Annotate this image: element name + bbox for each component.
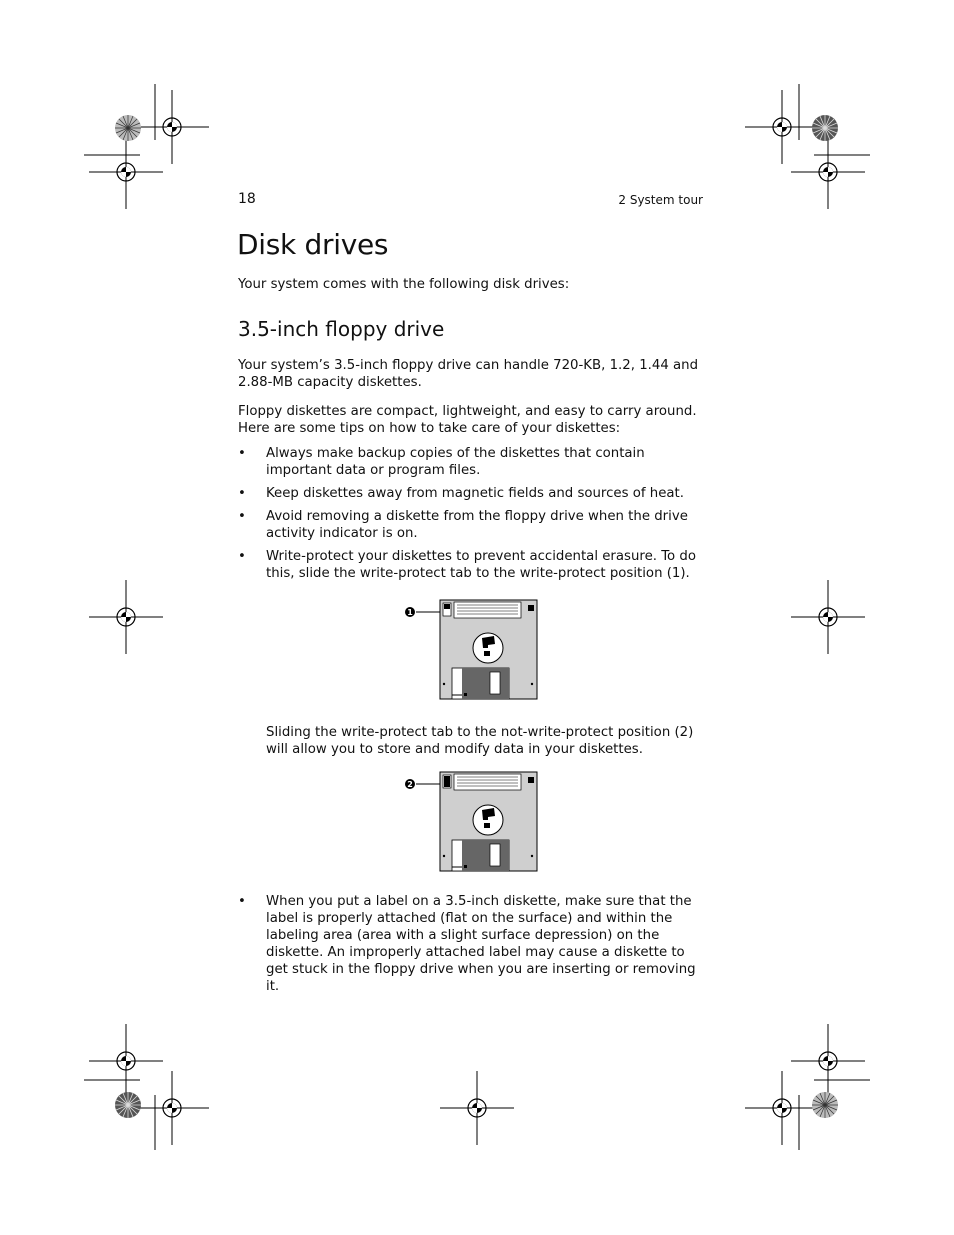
running-header: 2 System tour <box>618 193 703 207</box>
bullet-glyph: • <box>238 486 246 501</box>
list-item: • Write-protect your diskettes to prevent accidental erasure. To do this, slide the write-protect tab to the write-protect position (1). <box>238 549 696 581</box>
bullet-glyph: • <box>238 509 246 524</box>
tips-list <box>238 445 708 588</box>
list-item: • When you put a label on a 3.5-inch diskette, make sure that the label is properly attached (flat on the surface) and within the labeling area (area with a slight surface depression) on the diskette. An improperly attached label may cause a diskette to get stuck in the floppy drive when you are inserting or removing it. <box>238 894 696 994</box>
bullet-glyph: • <box>238 549 246 564</box>
tips-intro-paragraph: Floppy diskettes are compact, lightweight, and easy to carry around. Here are some tips on how to take care of your diskettes: <box>238 404 697 436</box>
list-item: • Avoid removing a diskette from the floppy drive when the drive activity indicator is on. <box>238 509 688 541</box>
bullet-glyph: • <box>238 446 246 461</box>
floppy-diskette-icon <box>440 600 537 699</box>
diskette-not-write-protect-figure <box>400 768 545 876</box>
bullet-glyph: • <box>238 894 246 909</box>
capacity-paragraph: Your system’s 3.5-inch floppy drive can handle 720-KB, 1.2, 1.44 and 2.88-MB capacity diskettes. <box>238 358 699 390</box>
list-item: • Keep diskettes away from magnetic fields and sources of heat. <box>238 486 684 501</box>
section-heading: 3.5-inch floppy drive <box>238 317 445 341</box>
list-item: • Always make backup copies of the diskettes that contain important data or program files. <box>238 446 645 478</box>
not-write-protect-paragraph: Sliding the write-protect tab to the not-write-protect position (2) will allow you to store and modify data in your diskettes. <box>266 725 694 757</box>
page-number: 18 <box>238 191 256 207</box>
diskette-write-protect-figure <box>400 596 545 704</box>
callout-number: 2 <box>407 780 413 789</box>
page-title: Disk drives <box>237 228 389 261</box>
label-tip-list <box>238 893 708 1001</box>
intro-paragraph: Your system comes with the following disk drives: <box>238 277 570 292</box>
callout-number: 1 <box>407 608 413 617</box>
floppy-diskette-icon <box>440 772 537 871</box>
